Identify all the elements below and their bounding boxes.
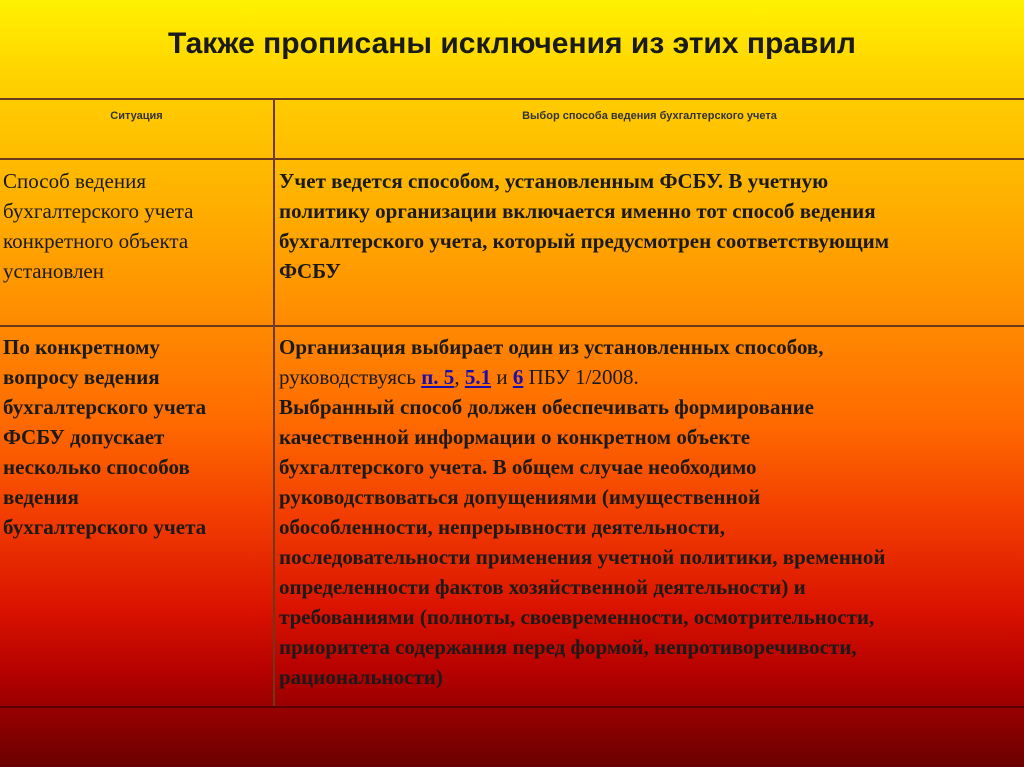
row2-situation: По конкретному вопросу ведения бухгалтерского учета ФСБУ допускает несколько способов ведения бухгалтерского учета: [3, 335, 207, 539]
column-divider: [273, 100, 275, 708]
link-p6[interactable]: 6: [512, 365, 524, 389]
rules-table: [0, 98, 1024, 710]
row2-choice: Организация выбирает один из установленных способов, руководствуясь п. 5, 5.1 и 6 ПБУ 1/2008. Выбранный способ должен обеспечивать формирование качественной информации о конкретном объекте бухгалтерского учета. В общем случае необходимо руководствоваться допущениями (имущественной обособленности, непрерывности деятельности, последовательности применения учетной политики, временной определенности фактов хозяйственной деятельности) и требованиями (полноты, своевременности, осмотрительности, приоритета содержания перед формой, непротиворечивости, рациональности): [279, 332, 1024, 692]
link-p5[interactable]: п. 5: [421, 365, 455, 389]
header-divider: [0, 158, 1024, 160]
link-p5-1[interactable]: 5.1: [464, 365, 492, 389]
reference-line: руководствуясь п. 5, 5.1 и 6 ПБУ 1/2008.: [279, 365, 639, 389]
header-choice: Выбор способа ведения бухгалтерского учета: [522, 110, 777, 122]
row1-situation: Способ ведения бухгалтерского учета конкретного объекта установлен: [3, 169, 194, 283]
header-situation: Ситуация: [110, 110, 163, 122]
row1-choice: Учет ведется способом, установленным ФСБУ. В учетную политику организации включается именно тот способ ведения бухгалтерского учета, который предусмотрен соответствующим ФСБУ: [279, 169, 889, 283]
table-bottom-border: [0, 706, 1024, 708]
page-title: Также прописаны исключения из этих правил: [168, 27, 856, 60]
row-divider: [0, 325, 1024, 327]
